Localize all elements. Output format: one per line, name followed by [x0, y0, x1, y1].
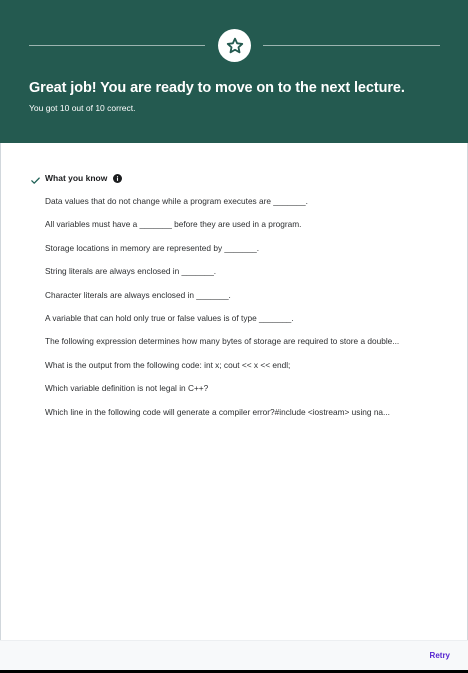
divider-right [263, 45, 440, 46]
question-item: Which line in the following code will generate a compiler error?#include <iostream> using na... [45, 406, 390, 417]
footer-bar [0, 640, 468, 670]
result-headline: Great job! You are ready to move on to the next lecture. [29, 80, 405, 96]
result-banner [0, 0, 468, 143]
question-item: Storage locations in memory are represented by _______. [45, 242, 260, 253]
question-list [45, 196, 445, 430]
star-icon [218, 29, 251, 62]
section-title: What you know [45, 173, 108, 183]
score-text: You got 10 out of 10 correct. [29, 103, 136, 113]
question-item: Data values that do not change while a program executes are _______. [45, 196, 308, 206]
retry-button[interactable]: Retry [429, 651, 450, 660]
question-item: The following expression determines how many bytes of storage are required to store a double... [45, 336, 400, 347]
question-item: All variables must have a _______ before they are used in a program. [45, 219, 302, 230]
question-item: Character literals are always enclosed in _______. [45, 289, 231, 300]
question-item: A variable that can hold only true or false values is of type _______. [45, 312, 294, 323]
question-item: String literals are always enclosed in _______. [45, 266, 217, 277]
info-icon[interactable] [113, 174, 122, 183]
divider-left [29, 45, 205, 46]
question-item: Which variable definition is not legal in C++? [45, 383, 209, 394]
question-item: What is the output from the following code: int x; cout << x << endl; [45, 359, 291, 370]
what-you-know-header [30, 172, 122, 184]
check-icon [30, 173, 41, 184]
